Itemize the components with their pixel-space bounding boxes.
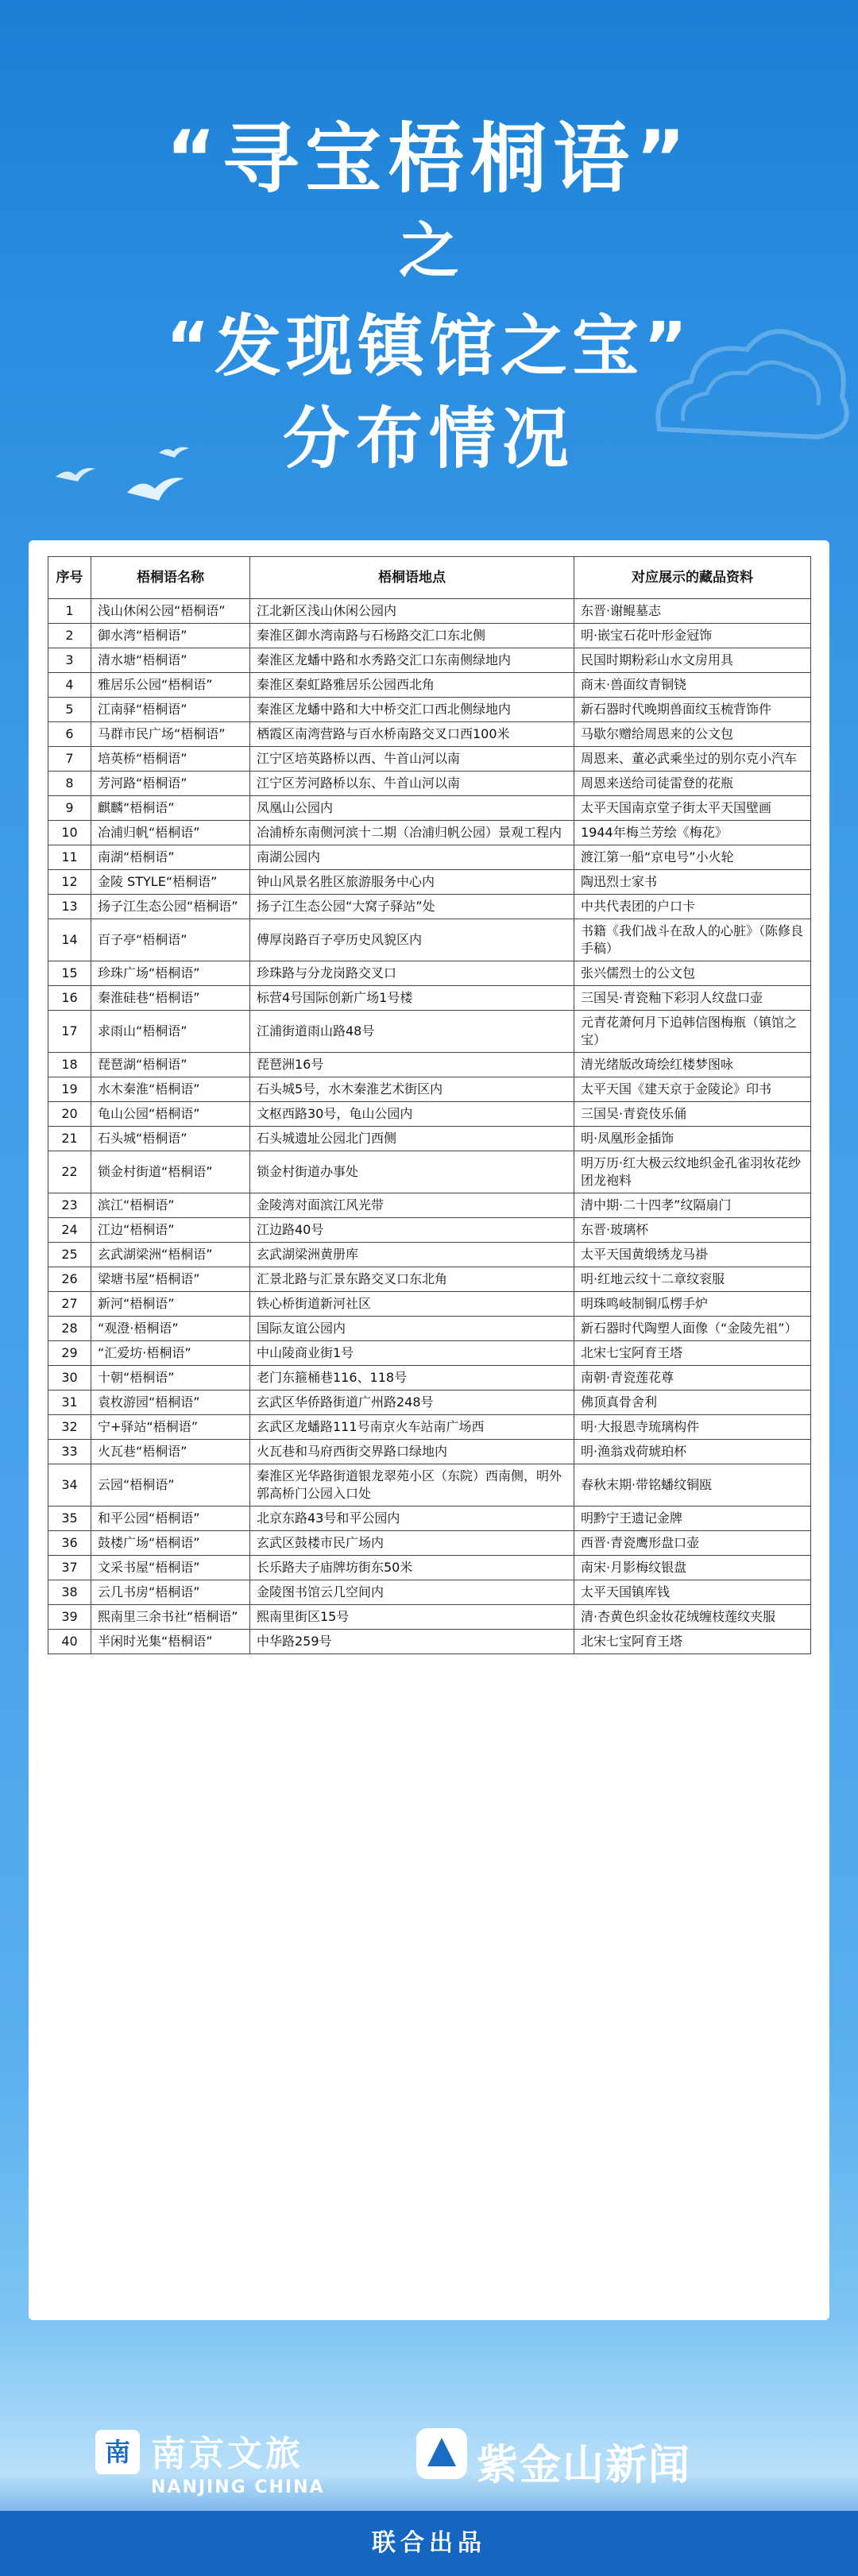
table-row	[48, 1556, 811, 1580]
cell-index: 31	[48, 1390, 91, 1415]
cell-location: 中山陵商业街1号	[250, 1341, 574, 1366]
cell-location: 熙南里街区15号	[250, 1605, 574, 1630]
header-index: 序号	[48, 557, 91, 599]
nanjing-logo-icon: 南	[95, 2430, 140, 2474]
table-row	[48, 1193, 811, 1218]
cell-name: 滨江“梧桐语”	[91, 1193, 250, 1218]
cell-collection: 书籍《我们战斗在敌人的心脏》（陈修良手稿）	[574, 919, 811, 961]
cell-index: 15	[48, 961, 91, 986]
table-row	[48, 673, 811, 698]
title-line-1: “寻宝梧桐语”	[165, 114, 693, 203]
cell-collection: 太平天国南京堂子街太平天国壁画	[574, 796, 811, 821]
cell-index: 22	[48, 1151, 91, 1193]
table-row	[48, 845, 811, 870]
cell-index: 11	[48, 845, 91, 870]
cell-index: 30	[48, 1366, 91, 1390]
cell-index: 21	[48, 1127, 91, 1151]
cell-name: 袁枚游园“梧桐语”	[91, 1390, 250, 1415]
cell-location: 锁金村街道办事处	[250, 1151, 574, 1193]
cell-location: 珍珠路与分龙岗路交叉口	[250, 961, 574, 986]
cell-location: 秦淮区龙蟠中路和大中桥交汇口西北侧绿地内	[250, 698, 574, 722]
cell-location: 琵琶洲16号	[250, 1053, 574, 1077]
cell-name: 芳河路“梧桐语”	[91, 772, 250, 796]
nanjing-logo-en: NANJING CHINA	[151, 2477, 325, 2497]
cell-index: 23	[48, 1193, 91, 1218]
cell-location: 老门东箍桶巷116、118号	[250, 1366, 574, 1390]
table-row	[48, 1580, 811, 1605]
cell-name: 水木秦淮“梧桐语”	[91, 1077, 250, 1102]
cell-collection: 明·凤凰形金插饰	[574, 1127, 811, 1151]
table-row	[48, 1415, 811, 1440]
cell-index: 35	[48, 1507, 91, 1531]
cell-collection: 南朝·青瓷莲花尊	[574, 1366, 811, 1390]
poster-title	[0, 111, 858, 485]
cell-collection: 明万历·红大极云纹地织金孔雀羽妆花纱团龙袍料	[574, 1151, 811, 1193]
cell-index: 39	[48, 1605, 91, 1630]
table-row	[48, 1341, 811, 1366]
cell-index: 25	[48, 1243, 91, 1267]
cell-name: 龟山公园“梧桐语”	[91, 1102, 250, 1127]
zijinshan-logo-icon	[416, 2428, 467, 2479]
cell-location: 石头城遗址公园北门西侧	[250, 1127, 574, 1151]
cell-index: 10	[48, 821, 91, 845]
table-row	[48, 1630, 811, 1654]
cell-location: 标营4号国际创新广场1号楼	[250, 986, 574, 1011]
table-row	[48, 722, 811, 747]
cell-name: 新河“梧桐语”	[91, 1292, 250, 1317]
cell-index: 29	[48, 1341, 91, 1366]
cell-name: 梁塘书屋“梧桐语”	[91, 1267, 250, 1292]
cell-name: 熙南里三余书社“梧桐语”	[91, 1605, 250, 1630]
table-row	[48, 1053, 811, 1077]
cell-name: 玄武湖梁洲“梧桐语”	[91, 1243, 250, 1267]
table-row	[48, 796, 811, 821]
cell-collection: 渡江第一船“京电号”小火轮	[574, 845, 811, 870]
table-row	[48, 1077, 811, 1102]
cell-index: 12	[48, 870, 91, 895]
cell-name: 江南驿“梧桐语”	[91, 698, 250, 722]
cell-collection: 民国时期粉彩山水文房用具	[574, 648, 811, 673]
cell-collection: 西晋·青瓷鹰形盘口壶	[574, 1531, 811, 1556]
cell-name: 琵琶湖“梧桐语”	[91, 1053, 250, 1077]
cell-location: 江北新区浅山休闲公园内	[250, 599, 574, 624]
cell-collection: 元青花萧何月下追韩信图梅瓶（镇馆之宝）	[574, 1011, 811, 1053]
cell-location: 金陵湾对面滨江风光带	[250, 1193, 574, 1218]
cell-collection: 陶迅烈士家书	[574, 870, 811, 895]
cell-name: 云几书房“梧桐语”	[91, 1580, 250, 1605]
cell-name: 扬子江生态公园“梧桐语”	[91, 895, 250, 919]
cell-name: 雅居乐公园“梧桐语”	[91, 673, 250, 698]
cell-index: 5	[48, 698, 91, 722]
distribution-table	[48, 556, 811, 1654]
cell-index: 3	[48, 648, 91, 673]
table-row	[48, 1440, 811, 1464]
cell-index: 16	[48, 986, 91, 1011]
cell-collection: 南宋·月影梅纹银盘	[574, 1556, 811, 1580]
cell-collection: 北宋七宝阿育王塔	[574, 1341, 811, 1366]
cell-name: 文采书屋“梧桐语”	[91, 1556, 250, 1580]
cell-collection: 明珠鸣岐制铜瓜楞手炉	[574, 1292, 811, 1317]
cell-name: 鼓楼广场“梧桐语”	[91, 1531, 250, 1556]
cell-location: 栖霞区南湾营路与百水桥南路交叉口西100米	[250, 722, 574, 747]
cell-name: “汇爱坊·梧桐语”	[91, 1341, 250, 1366]
table-row	[48, 1292, 811, 1317]
cell-index: 1	[48, 599, 91, 624]
cell-name: 金陵 STYLE“梧桐语”	[91, 870, 250, 895]
table-row	[48, 870, 811, 895]
cell-index: 34	[48, 1464, 91, 1507]
table-row	[48, 599, 811, 624]
cell-collection: 中共代表团的户口卡	[574, 895, 811, 919]
cell-index: 2	[48, 624, 91, 648]
cell-collection: 马歇尔赠给周恩来的公文包	[574, 722, 811, 747]
table-row	[48, 698, 811, 722]
table-body	[48, 599, 811, 1654]
cell-location: 金陵图书馆云几空间内	[250, 1580, 574, 1605]
cell-name: “观澄·梧桐语”	[91, 1317, 250, 1341]
table-row	[48, 821, 811, 845]
cell-name: 火瓦巷“梧桐语”	[91, 1440, 250, 1464]
distribution-table-card	[29, 540, 829, 2320]
cell-collection: 北宋七宝阿育王塔	[574, 1630, 811, 1654]
cell-index: 4	[48, 673, 91, 698]
table-row	[48, 1127, 811, 1151]
cell-index: 24	[48, 1218, 91, 1243]
cell-location: 铁心桥街道新河社区	[250, 1292, 574, 1317]
table-row	[48, 1390, 811, 1415]
cell-location: 傅厚岗路百子亭历史风貌区内	[250, 919, 574, 961]
cell-location: 玄武区鼓楼市民广场内	[250, 1531, 574, 1556]
cell-collection: 太平天国《建天京于金陵论》印书	[574, 1077, 811, 1102]
cell-index: 19	[48, 1077, 91, 1102]
cell-name: 培英桥“梧桐语”	[91, 747, 250, 772]
cell-name: 十朝“梧桐语”	[91, 1366, 250, 1390]
cell-location: 江浦街道雨山路48号	[250, 1011, 574, 1053]
cell-index: 8	[48, 772, 91, 796]
nanjing-culture-tourism-logo	[104, 2425, 325, 2497]
table-row	[48, 1317, 811, 1341]
cell-name: 清水塘“梧桐语”	[91, 648, 250, 673]
cell-collection: 佛顶真骨舍利	[574, 1390, 811, 1415]
cell-index: 6	[48, 722, 91, 747]
cell-name: 南湖“梧桐语”	[91, 845, 250, 870]
header-location: 梧桐语地点	[250, 557, 574, 599]
header-name: 梧桐语名称	[91, 557, 250, 599]
cell-name: 秦淮硅巷“梧桐语”	[91, 986, 250, 1011]
cell-location: 火瓦巷和马府西街交界路口绿地内	[250, 1440, 574, 1464]
cell-collection: 明·红地云纹十二章纹衮服	[574, 1267, 811, 1292]
cell-name: 浅山休闲公园“梧桐语”	[91, 599, 250, 624]
cell-name: 求雨山“梧桐语”	[91, 1011, 250, 1053]
cell-index: 27	[48, 1292, 91, 1317]
cell-location: 秦淮区龙蟠中路和水秀路交汇口东南侧绿地内	[250, 648, 574, 673]
table-header-row	[48, 557, 811, 599]
table-row	[48, 1011, 811, 1053]
table-row	[48, 648, 811, 673]
cell-location: 南湖公园内	[250, 845, 574, 870]
table-row	[48, 961, 811, 986]
table-row	[48, 1267, 811, 1292]
cell-name: 百子亭“梧桐语”	[91, 919, 250, 961]
table-row	[48, 1464, 811, 1507]
cell-collection: 张兴儒烈士的公文包	[574, 961, 811, 986]
title-line-3: “发现镇馆之宝”	[165, 307, 693, 385]
cell-collection: 明黔宁王遗记金牌	[574, 1507, 811, 1531]
cell-location: 玄武湖梁洲黄册库	[250, 1243, 574, 1267]
cell-name: 马群市民广场“梧桐语”	[91, 722, 250, 747]
cell-collection: 东晋·玻璃杯	[574, 1218, 811, 1243]
cell-name: 半闲时光集“梧桐语”	[91, 1630, 250, 1654]
cell-collection: 东晋·谢鲲墓志	[574, 599, 811, 624]
nanjing-logo-cn: 南京文旅	[151, 2434, 303, 2474]
cell-collection: 明·嵌宝石花叶形金冠饰	[574, 624, 811, 648]
table-row	[48, 747, 811, 772]
cell-location: 中华路259号	[250, 1630, 574, 1654]
cell-collection: 明·渔翁戏荷琥珀杯	[574, 1440, 811, 1464]
cell-location: 文枢西路30号，龟山公园内	[250, 1102, 574, 1127]
cell-collection: 明·大报恩寺琉璃构件	[574, 1415, 811, 1440]
cell-index: 18	[48, 1053, 91, 1077]
cell-collection: 太平天国镇库钱	[574, 1580, 811, 1605]
table-row	[48, 1531, 811, 1556]
cell-name: 锁金村街道“梧桐语”	[91, 1151, 250, 1193]
table-row	[48, 1507, 811, 1531]
cell-index: 32	[48, 1415, 91, 1440]
cell-index: 37	[48, 1556, 91, 1580]
cell-location: 长乐路夫子庙牌坊街东50米	[250, 1556, 574, 1580]
cell-collection: 春秋末期·带铭蟠纹铜瓯	[574, 1464, 811, 1507]
cell-location: 国际友谊公园内	[250, 1317, 574, 1341]
cell-index: 7	[48, 747, 91, 772]
cell-location: 扬子江生态公园“大窝子驿站”处	[250, 895, 574, 919]
cell-index: 20	[48, 1102, 91, 1127]
cell-name: 宁+驿站“梧桐语”	[91, 1415, 250, 1440]
cell-name: 云园“梧桐语”	[91, 1464, 250, 1507]
cell-name: 麒麟“梧桐语”	[91, 796, 250, 821]
footer-joint-production: 联合出品	[0, 2511, 858, 2576]
cell-collection: 商末·兽面纹青铜铙	[574, 673, 811, 698]
table-row	[48, 1218, 811, 1243]
cell-index: 36	[48, 1531, 91, 1556]
table-row	[48, 986, 811, 1011]
cell-collection: 太平天国黄缎绣龙马褂	[574, 1243, 811, 1267]
title-line-2: 之	[399, 215, 459, 286]
cell-location: 汇景北路与汇景东路交叉口东北角	[250, 1267, 574, 1292]
table-row	[48, 1605, 811, 1630]
cell-name: 和平公园“梧桐语”	[91, 1507, 250, 1531]
table-row	[48, 1243, 811, 1267]
table-row	[48, 1151, 811, 1193]
cell-location: 江宁区芳河路桥以东、牛首山河以南	[250, 772, 574, 796]
cell-collection: 清中期·二十四孝”纹隔扇门	[574, 1193, 811, 1218]
cell-location: 江宁区培英路桥以西、牛首山河以南	[250, 747, 574, 772]
cell-collection: 新石器时代陶塑人面像（“金陵先祖”）	[574, 1317, 811, 1341]
cell-location: 石头城5号，水木秦淮艺术街区内	[250, 1077, 574, 1102]
cell-location: 凤凰山公园内	[250, 796, 574, 821]
cell-location: 秦淮区秦虹路雅居乐公园西北角	[250, 673, 574, 698]
cell-index: 13	[48, 895, 91, 919]
cell-collection: 周恩来送给司徒雷登的花瓶	[574, 772, 811, 796]
table-row	[48, 624, 811, 648]
cell-name: 石头城“梧桐语”	[91, 1127, 250, 1151]
zijinshan-news-logo	[477, 2431, 691, 2491]
zijinshan-logo-text: 紫金山新闻	[477, 2442, 692, 2489]
cell-collection: 1944年梅兰芳绘《梅花》	[574, 821, 811, 845]
cell-index: 40	[48, 1630, 91, 1654]
cell-name: 江边“梧桐语”	[91, 1218, 250, 1243]
cell-index: 14	[48, 919, 91, 961]
cell-location: 玄武区华侨路街道广州路248号	[250, 1390, 574, 1415]
cell-collection: 清光绪版改琦绘红楼梦图咏	[574, 1053, 811, 1077]
cell-location: 秦淮区光华路街道银龙翠苑小区（东院）西南侧，明外郭高桥门公园入口处	[250, 1464, 574, 1507]
table-row	[48, 1366, 811, 1390]
cell-index: 28	[48, 1317, 91, 1341]
logo-bar	[0, 2415, 858, 2503]
cell-collection: 三国吴·青瓷釉下彩羽人纹盘口壶	[574, 986, 811, 1011]
cell-name: 珍珠广场“梧桐语”	[91, 961, 250, 986]
cell-location: 秦淮区御水湾南路与石杨路交汇口东北侧	[250, 624, 574, 648]
cell-index: 38	[48, 1580, 91, 1605]
cell-index: 9	[48, 796, 91, 821]
cell-collection: 新石器时代晚期兽面纹玉梳背饰件	[574, 698, 811, 722]
cell-collection: 三国吴·青瓷伎乐俑	[574, 1102, 811, 1127]
cell-collection: 周恩来、董必武乘坐过的别尔克小汽车	[574, 747, 811, 772]
table-row	[48, 772, 811, 796]
cell-index: 33	[48, 1440, 91, 1464]
table-row	[48, 895, 811, 919]
cell-index: 17	[48, 1011, 91, 1053]
cell-location: 玄武区龙蟠路111号南京火车站南广场西	[250, 1415, 574, 1440]
header-collection: 对应展示的藏品资料	[574, 557, 811, 599]
cell-location: 冶浦桥东南侧河滨十二期（冶浦归帆公园）景观工程内	[250, 821, 574, 845]
cell-location: 江边路40号	[250, 1218, 574, 1243]
cell-location: 北京东路43号和平公园内	[250, 1507, 574, 1531]
cell-index: 26	[48, 1267, 91, 1292]
cell-name: 冶浦归帆“梧桐语”	[91, 821, 250, 845]
cell-name: 御水湾“梧桐语”	[91, 624, 250, 648]
table-row	[48, 1102, 811, 1127]
cell-collection: 清·杏黄色织金妆花绒缠枝莲纹夹服	[574, 1605, 811, 1630]
cell-location: 钟山风景名胜区旅游服务中心内	[250, 870, 574, 895]
title-line-4: 分布情况	[282, 400, 575, 478]
table-row	[48, 919, 811, 961]
